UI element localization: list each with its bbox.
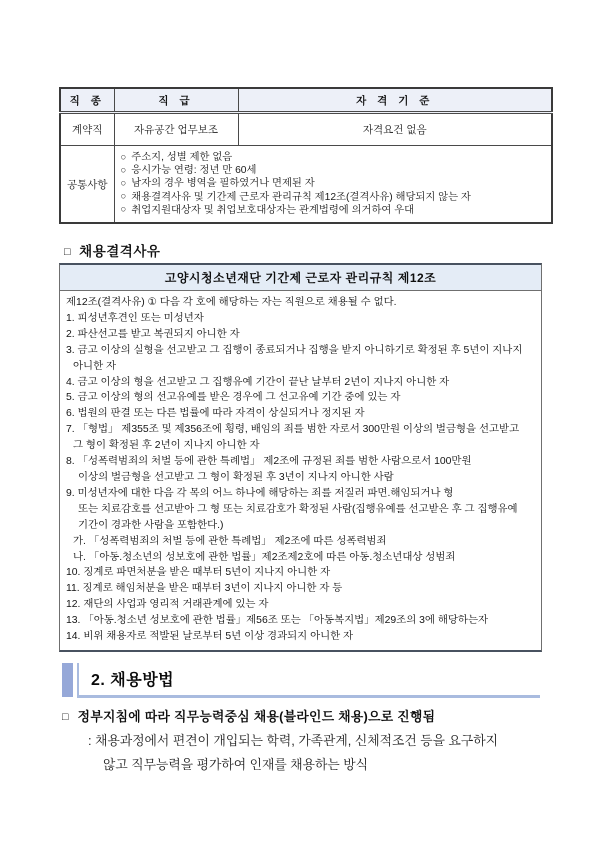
disqualification-rule-line: 5. 금고 이상의 형의 선고유예를 받은 경우에 그 선고유예 기간 중에 있는 자 [66, 392, 401, 404]
disqualification-box-title: 고양시청소년재단 기간제 근로자 관리규칙 제12조 [60, 265, 541, 291]
disqualification-rule-line: 13. 「아동.청소년 성보호에 관한 법률」제56조 또는 「아동복지법」제29조의 3에 해당하는자 [66, 615, 489, 627]
disqualification-rule-list [60, 291, 541, 650]
qualification-table [59, 87, 553, 224]
common-requirement-text: 주소지, 성별 제한 없음 [131, 152, 233, 163]
col-header-job-grade: 직 급 [114, 88, 238, 113]
circle-bullet-icon: ○ [120, 151, 127, 163]
common-requirement-item [121, 191, 546, 204]
method-description-line: : 채용과정에서 편견이 개입되는 학력, 가족관계, 신체적조건 등을 요구하지 [88, 733, 498, 748]
disqualification-rule-line: 1. 피성년후견인 또는 미성년자 [66, 312, 204, 324]
disqualification-rule-line: 또는 치료감호를 선고받아 그 형 또는 치료감호가 확정된 사람(집행유예를 선고받은 후 그 집행유예 [78, 503, 518, 515]
disqualification-rule-line: 6. 법원의 판결 또는 다른 법률에 따라 자격이 상실되거나 정지된 자 [66, 408, 365, 420]
circle-bullet-icon: ○ [120, 164, 127, 176]
cell-job-grade: 자유공간 업무보조 [114, 113, 238, 146]
col-header-job-type: 직 종 [60, 88, 114, 113]
disqualification-rule-line: 7. 「형법」 제355조 및 제356조에 횡령, 배임의 죄를 범한 자로서 300만원 이상의 벌금형을 선고받고 [66, 424, 520, 436]
disqualification-rule-line: 가. 「성폭력범죄의 처벌 등에 관한 특례법」 제2조에 따른 성폭력범죄 [73, 535, 387, 547]
disqualification-rule-line: 아니한 자 [73, 360, 117, 372]
disqualification-rule-line: 10. 징계로 파면처분을 받은 때부터 5년이 지나지 아니한 자 [66, 567, 331, 579]
circle-bullet-icon: ○ [120, 177, 127, 189]
common-requirement-item [121, 151, 546, 164]
method-section-title: 2. 채용방법 [91, 672, 175, 689]
circle-bullet-icon: ○ [120, 191, 127, 203]
table-row-common [60, 146, 552, 224]
disqualification-heading-label: 채용결격사유 [79, 244, 161, 259]
disqualification-rule-line: 3. 금고 이상의 실형을 선고받고 그 집행이 종료되거나 집행을 받지 아니하기로 확정된 후 5년이 지나지 [66, 344, 523, 356]
common-requirement-text: 취업지원대상자 및 취업보호대상자는 관계법령에 의거하여 우대 [131, 204, 415, 216]
accent-bar [62, 663, 73, 697]
table-row-job [60, 113, 552, 146]
table-header-row [60, 88, 552, 113]
common-requirement-item [121, 164, 546, 177]
disqualification-heading [64, 240, 160, 260]
disqualification-rule-line: 12. 재단의 사업과 영리적 거래관계에 있는 자 [66, 599, 269, 611]
circle-bullet-icon: ○ [120, 204, 127, 216]
disqualification-rule-line: 나. 「아동.청소년의 성보호에 관한 법률」제2조제2호에 따른 아동.청소년대상 성범죄 [73, 551, 456, 563]
cell-common-items [114, 146, 552, 224]
disqualification-rule-line: 제12조(결격사유) ① 다음 각 호에 해당하는 자는 직원으로 채용될 수 없다. [66, 297, 397, 308]
disqualification-rule-line: 2. 파산선고를 받고 복권되지 아니한 자 [66, 328, 240, 340]
common-requirement-item [121, 204, 546, 217]
disqualification-rule-line: 4. 금고 이상의 형을 선고받고 그 집행유예 기간이 끝난 날부터 2년이 지나지 아니한 자 [66, 376, 450, 388]
disqualification-box [59, 263, 542, 652]
common-requirement-text: 남자의 경우 병역을 필하였거나 면제된 자 [131, 178, 315, 190]
cell-qualification: 자격요건 없음 [238, 113, 552, 146]
method-title-box [77, 663, 540, 698]
common-requirement-text: 채용결격사유 및 기간제 근로자 관리규칙 제12조(결격사유) 해당되지 않는 자 [131, 191, 471, 203]
disqualification-rule-line: 14. 비위 채용자로 적발된 날로부터 5년 이상 경과되지 아니한 자 [66, 631, 354, 643]
disqualification-rule-line: 8. 「성폭력범죄의 처벌 등에 관한 특례법」 제2조에 규정된 죄를 범한 사람으로서 100만원 [66, 456, 472, 468]
method-lead-text: 정부지침에 따라 직무능력중심 채용(블라인드 채용)으로 진행됨 [77, 709, 436, 724]
disqualification-rule-line: 그 형이 확정된 후 2년이 지나지 아니한 자 [73, 440, 260, 452]
disqualification-rule-line: 9. 미성년자에 대한 다음 각 목의 어느 하나에 해당하는 죄를 저질러 파면.해임되거나 형 [66, 487, 454, 499]
method-lead-line [62, 706, 435, 725]
disqualification-rule-line: 기간이 경과한 사람을 포함한다.) [78, 519, 224, 531]
method-section-header [62, 663, 540, 698]
method-description-line: 않고 직무능력을 평가하여 인재를 채용하는 방식 [103, 757, 369, 772]
col-header-qualification: 자 격 기 준 [238, 88, 552, 113]
square-bullet-icon: □ [64, 246, 72, 258]
common-requirement-item [121, 177, 546, 190]
method-description [88, 729, 498, 777]
disqualification-rule-line: 11. 징계로 해임처분을 받은 때부터 3년이 지나지 아니한 자 등 [66, 583, 343, 595]
disqualification-rule-line: 이상의 벌금형을 선고받고 그 형이 확정된 후 3년이 지나지 아니한 사람 [78, 471, 394, 483]
square-bullet-icon: □ [62, 711, 69, 723]
cell-common-label: 공통사항 [60, 146, 114, 224]
common-requirement-text: 응시가능 연령: 정년 만 60세 [131, 165, 257, 177]
cell-job-type: 계약직 [60, 113, 114, 146]
